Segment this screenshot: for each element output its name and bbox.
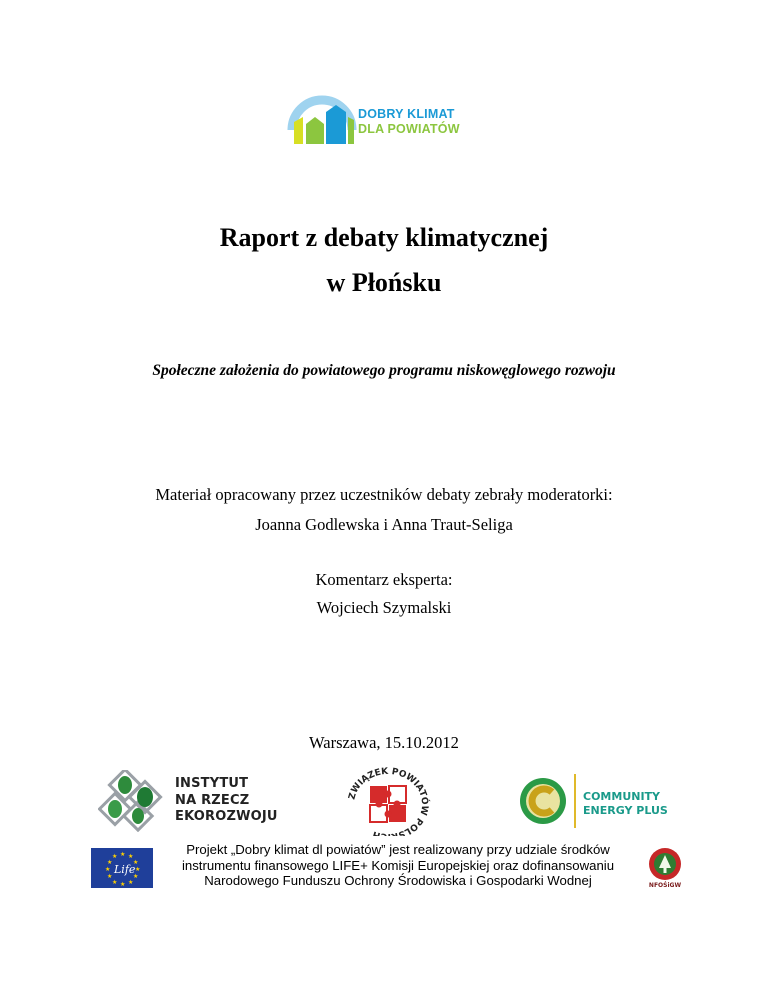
expert-name: Wojciech Szymalski <box>316 598 452 617</box>
life-label: Life <box>114 863 136 876</box>
nfosigw-logo <box>645 846 685 892</box>
instytut-ekorozwoju-logo <box>98 770 288 832</box>
svg-text:★: ★ <box>128 879 134 886</box>
logo-text-line1: DOBRY KLIMAT <box>358 107 455 121</box>
community-energy-plus-logo <box>517 772 697 830</box>
cep-name <box>583 790 668 818</box>
cep-line2: ENERGY PLUS <box>583 804 668 817</box>
cep-line1: COMMUNITY <box>583 790 661 803</box>
footer-line2: instrumentu finansowego LIFE+ Komisji Europejskiej oraz dofinansowaniu <box>181 857 615 873</box>
report-title-line2: w Płońsku <box>326 268 442 297</box>
dobry-klimat-logo <box>286 84 486 150</box>
footer-line1: Projekt „Dobry klimat dl powiatów” jest realizowany przy udziale środków <box>186 842 610 857</box>
svg-text:★: ★ <box>120 881 126 888</box>
institute-line1: INSTYTUT <box>175 776 249 791</box>
nfosigw-label: NFOŚiGW <box>648 882 682 889</box>
houses-arc-icon <box>286 84 358 150</box>
cep-c-icon <box>517 772 579 830</box>
zwiazek-powiatow-polskich-logo <box>334 764 442 836</box>
prepared-by-line: Materiał opracowany przez uczestników debaty zebrały moderatorki: <box>155 485 613 504</box>
expert-comment-label: Komentarz eksperta: <box>315 570 453 589</box>
puzzle-ring-icon <box>334 764 442 836</box>
svg-text:★: ★ <box>112 853 118 860</box>
svg-text:★: ★ <box>133 859 139 866</box>
report-subtitle: Społeczne założenia do powiatowego programu niskowęglowego rozwoju <box>152 362 616 379</box>
svg-text:★: ★ <box>128 853 134 860</box>
svg-text:★: ★ <box>133 873 139 880</box>
logo-text-line2: DLA POWIATÓW <box>358 122 460 136</box>
svg-text:★: ★ <box>105 866 111 873</box>
institute-line3: EKOROZWOJU <box>175 809 278 824</box>
svg-text:★: ★ <box>107 873 113 880</box>
institute-name <box>175 776 278 826</box>
eu-flag-icon <box>91 848 153 888</box>
svg-text:★: ★ <box>120 851 126 858</box>
moderator-names: Joanna Godlewska i Anna Traut-Seliga <box>255 515 513 534</box>
institute-line2: NA RZECZ <box>175 792 250 808</box>
leaf-diamond-icon <box>98 770 172 832</box>
project-funding-note <box>158 842 638 889</box>
svg-text:★: ★ <box>135 866 141 873</box>
svg-text:★: ★ <box>107 859 113 866</box>
nfosigw-emblem-icon <box>645 846 685 882</box>
eu-life-flag-logo <box>91 848 153 888</box>
zpp-ring-text: ZWIĄZEK POWIATÓW POLSKICH <box>347 766 430 836</box>
footer-line3: Narodowego Funduszu Ochrony Środowiska i Gospodarki Wodnej <box>204 873 592 888</box>
place-date: Warszawa, 15.10.2012 <box>309 733 459 752</box>
svg-text:★: ★ <box>112 879 118 886</box>
report-title-line1: Raport z debaty klimatycznej <box>219 223 549 252</box>
